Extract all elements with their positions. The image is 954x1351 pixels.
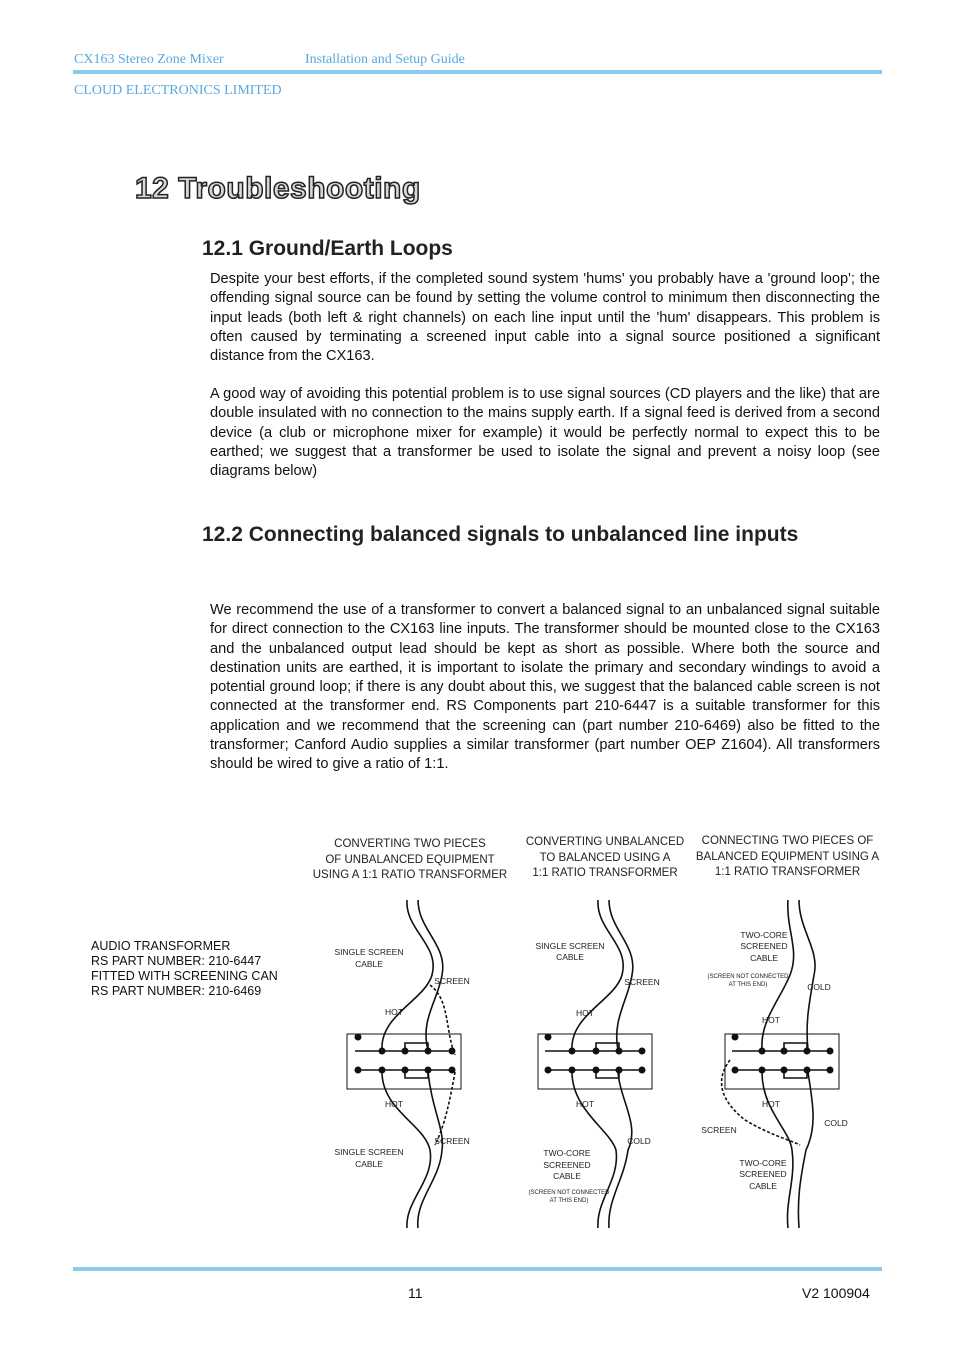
label-screen: SCREEN xyxy=(701,1125,737,1135)
caption-line: OF UNBALANCED EQUIPMENT xyxy=(325,853,495,866)
paragraph-balanced: We recommend the use of a transformer to convert a balanced signal to an unbalanced signal suitable for direct connection to the CX163 line inputs. The transformer should be mounted close to the CX163 and the unbalanced output lead should be kept as short as possible. Where both the source and destination units are earthed, it is important to isolate the primary and secondary windings to avoid a potential ground loop; if there is any doubt about this, we suggest that the balanced cable screen is not connected at the transformer end. RS Components part 210-6447 is a suitable transformer for this application and we recommend that the screening can (part number 210-6469) also be fitted to the transformer; Canford Audio supplies a similar transformer (part number OEP Z1604). All transformers should be wired to give a ratio of 1:1. xyxy=(210,602,880,773)
label-screen-nc: (SCREEN NOT CONNECTED xyxy=(528,1190,610,1196)
label-screen: SCREEN xyxy=(434,1136,470,1146)
label-cable: CABLE xyxy=(749,1181,777,1191)
caption-line: BALANCED EQUIPMENT USING A xyxy=(695,850,880,863)
caption-line: 1:1 RATIO TRANSFORMER xyxy=(532,867,678,879)
label-cold: COLD xyxy=(824,1118,848,1128)
label-screen-nc: (SCREEN NOT CONNECTED xyxy=(707,974,789,980)
label-cold: COLD xyxy=(627,1136,651,1146)
label-hot: HOT xyxy=(762,1099,780,1109)
label-screened: SCREENED xyxy=(740,941,788,951)
caption-line: TO BALANCED USING A xyxy=(539,851,671,864)
paragraph-ground-loop-1: Despite your best efforts, if the completed sound system 'hums' you probably have a 'ground loop'; the offending signal source can be found by setting the volume control to minimum then disconnecting the input leads (both left & right channels) on each line input until the 'hum' disappears. This problem is often caused by terminating a screened input cable into a signal source positioned a significant distance from the CX163. xyxy=(210,271,880,365)
label-screened: SCREENED xyxy=(543,1160,591,1170)
page-number: 11 xyxy=(408,1285,423,1301)
label-screen-nc: AT THIS END) xyxy=(728,982,768,988)
note-line: AUDIO TRANSFORMER xyxy=(91,939,231,953)
paragraph-ground-loop-2: A good way of avoiding this potential problem is to use signal sources (CD players and the like) that are double insulated with no connection to the mains supply earth. If a signal feed is derived from a second device (a club or microphone mixer for example) it would be perfectly normal to expect this to be earthed; we suggest that a transformer be used to isolate the signal and prevent a noisy loop (see diagrams below) xyxy=(210,386,880,480)
label-single-screen: SINGLE SCREEN xyxy=(535,941,605,951)
note-line: FITTED WITH SCREENING CAN xyxy=(91,969,278,983)
label-hot: HOT xyxy=(576,1099,594,1109)
label-hot: HOT xyxy=(385,1007,403,1017)
header-product: CX163 Stereo Zone Mixer xyxy=(74,52,224,67)
label-screen: SCREEN xyxy=(624,977,660,987)
label-screened: SCREENED xyxy=(739,1169,787,1179)
subsection-title-2: 12.2 Connecting balanced signals to unbalanced line inputs xyxy=(202,523,799,546)
label-cold: COLD xyxy=(807,982,831,992)
label-two-core: TWO-CORE xyxy=(543,1148,591,1158)
label-cable: CABLE xyxy=(556,952,584,962)
footer-rule xyxy=(73,1267,882,1271)
label-two-core: TWO-CORE xyxy=(739,1158,787,1168)
caption-line: 1:1 RATIO TRANSFORMER xyxy=(714,866,861,878)
label-cable: CABLE xyxy=(553,1171,581,1181)
header-company: CLOUD ELECTRONICS LIMITED xyxy=(74,83,282,98)
caption-line: USING A 1:1 RATIO TRANSFORMER xyxy=(312,869,508,881)
header-guide: Installation and Setup Guide xyxy=(305,52,465,67)
version-label: V2 100904 xyxy=(802,1285,870,1301)
label-two-core: TWO-CORE xyxy=(740,930,788,940)
label-screen-nc: AT THIS END) xyxy=(549,1198,589,1204)
label-single-screen: SINGLE SCREEN xyxy=(334,947,404,957)
label-cable: CABLE xyxy=(355,959,383,969)
caption-line: CONVERTING UNBALANCED xyxy=(525,836,685,848)
caption-line: CONVERTING TWO PIECES xyxy=(334,838,486,850)
subsection-title-1: 12.1 Ground/Earth Loops xyxy=(202,237,453,260)
label-screen: SCREEN xyxy=(434,976,470,986)
label-single-screen: SINGLE SCREEN xyxy=(334,1147,404,1157)
note-line: RS PART NUMBER: 210-6447 xyxy=(91,954,262,968)
label-hot: HOT xyxy=(385,1099,403,1109)
note-line: RS PART NUMBER: 210-6469 xyxy=(91,984,262,998)
label-cable: CABLE xyxy=(750,953,778,963)
section-title: 12 Troubleshooting xyxy=(135,172,421,205)
label-cable: CABLE xyxy=(355,1159,383,1169)
caption-line: CONNECTING TWO PIECES OF xyxy=(701,835,874,847)
label-hot: HOT xyxy=(762,1015,780,1025)
label-hot: HOT xyxy=(576,1008,594,1018)
